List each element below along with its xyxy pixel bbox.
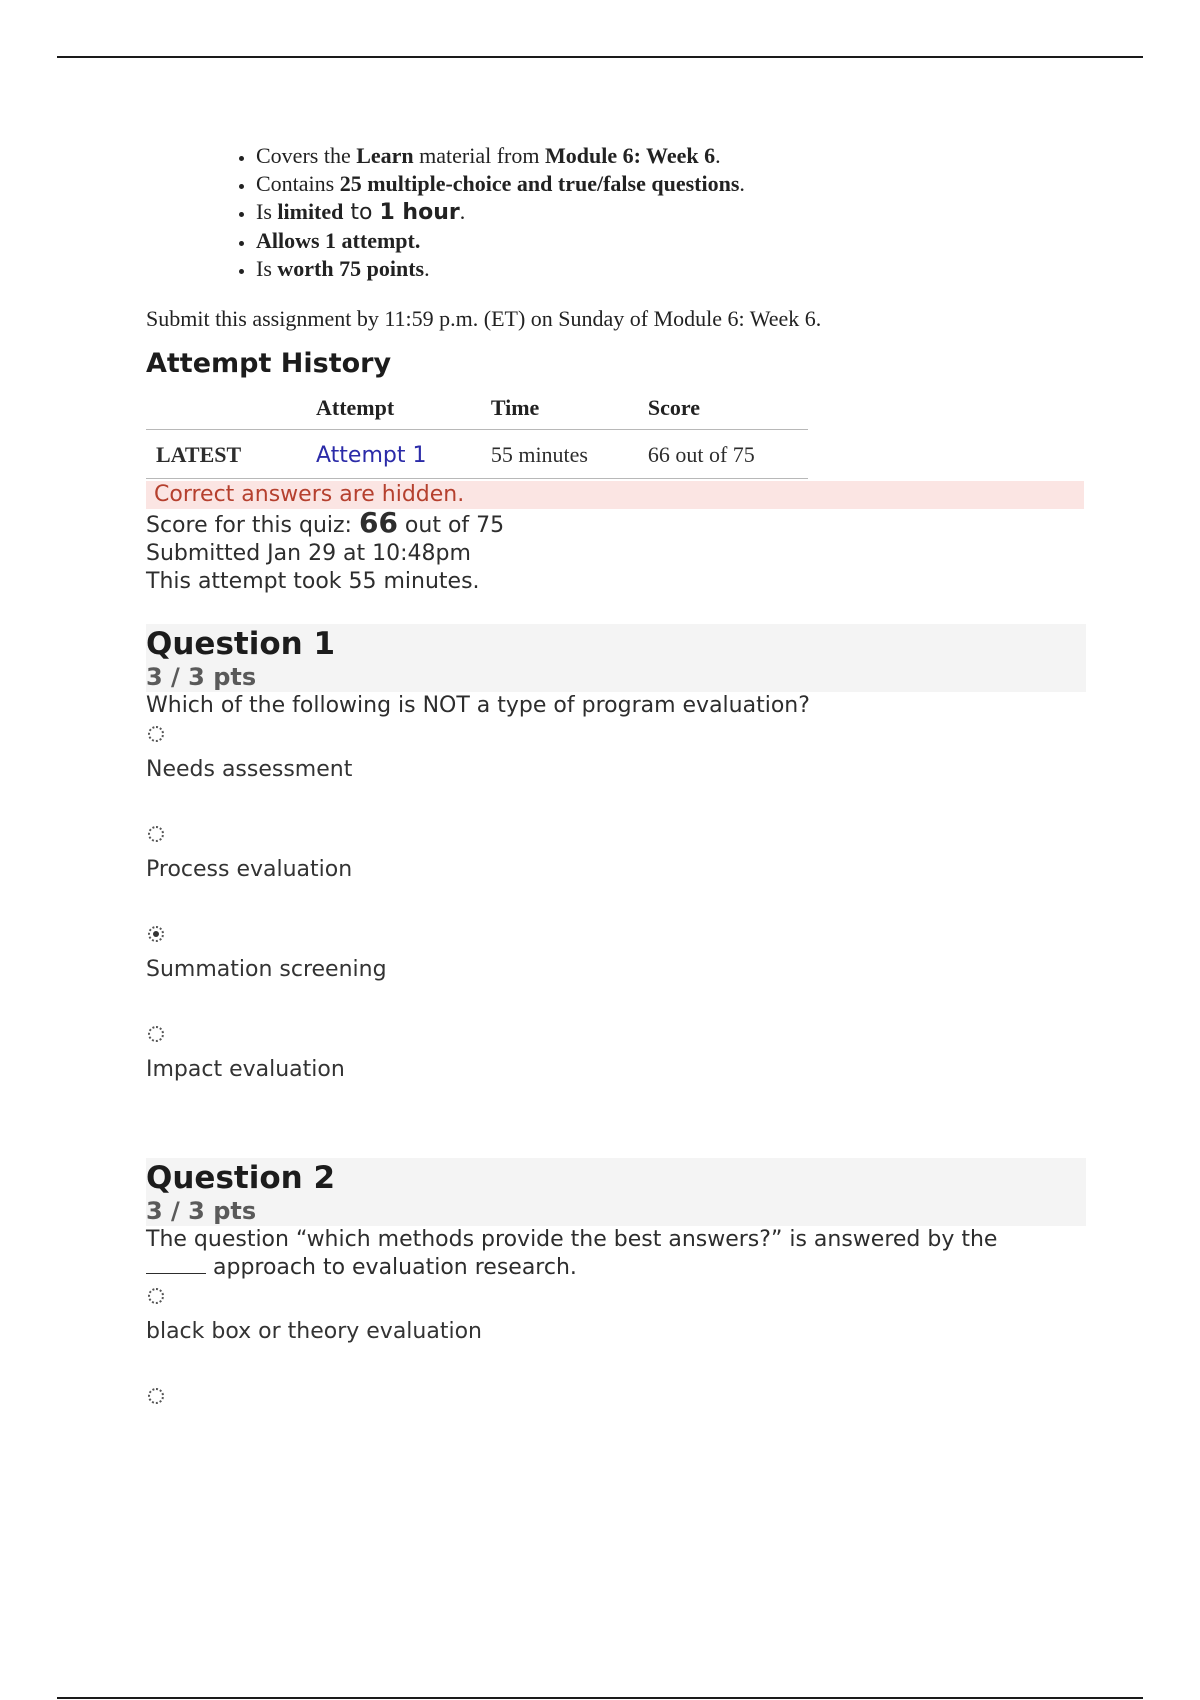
radio-button[interactable] (148, 1388, 164, 1404)
attempt-duration: This attempt took 55 minutes. (146, 569, 480, 594)
score-cell: 66 out of 75 (647, 442, 755, 467)
answers-hidden-notice: Correct answers are hidden. (146, 481, 1084, 509)
answer-label: black box or theory evaluation (146, 1319, 482, 1344)
question-title: Question 2 (146, 1160, 336, 1196)
question-2-header (146, 1158, 1086, 1226)
answer-label: Process evaluation (146, 857, 353, 882)
question-text: Which of the following is NOT a type of program evaluation? (146, 693, 810, 718)
answer-option[interactable] (146, 1288, 1086, 1382)
table-row (146, 430, 808, 479)
quiz-score-value: 66 (358, 506, 398, 539)
question-text: The question “which methods provide the best answers?” is answered by the approach to evaluation research. (146, 1227, 998, 1280)
deadline-text: Submit this assignment by 11:59 p.m. (ET) on Sunday of Module 6: Week 6. (146, 306, 822, 331)
question-points: 3 / 3 pts (146, 1197, 257, 1225)
question-1-header (146, 624, 1086, 692)
header-time: Time (490, 395, 540, 420)
answer-option[interactable] (146, 826, 1086, 920)
attempt-1-link[interactable]: Attempt 1 (316, 442, 427, 468)
radio-button[interactable] (148, 1288, 164, 1304)
bottom-rule (57, 1697, 1143, 1699)
answer-option[interactable] (146, 726, 1086, 820)
answer-label: Needs assessment (146, 757, 353, 782)
header-attempt: Attempt (316, 395, 395, 420)
answer-option[interactable] (146, 1388, 1086, 1482)
header-blank (146, 389, 306, 430)
answer-label: Impact evaluation (146, 1057, 345, 1082)
info-item: • Allows 1 attempt. (256, 227, 1086, 255)
attempt-history-table (146, 389, 808, 479)
answer-label: Summation screening (146, 957, 387, 982)
submitted-time: Submitted Jan 29 at 10:48pm (146, 541, 471, 566)
fill-in-blank (146, 1255, 206, 1274)
question-title: Question 1 (146, 626, 336, 662)
attempt-history-heading: Attempt History (146, 348, 392, 379)
latest-label: LATEST (156, 442, 242, 467)
quiz-page (146, 142, 1086, 1482)
info-item: • Covers the Learn material from Module 6: Week 6. (256, 142, 1086, 170)
question-points: 3 / 3 pts (146, 663, 257, 691)
answer-option[interactable] (146, 926, 1086, 1020)
radio-button[interactable] (148, 726, 164, 742)
info-item: • Is worth 75 points. (256, 255, 1086, 283)
radio-button[interactable] (148, 1026, 164, 1042)
info-item: • Is limited to 1 hour. (256, 198, 1086, 227)
radio-button-selected[interactable] (148, 926, 164, 942)
quiz-score-line: Score for this quiz: 66 out of 75 (146, 506, 505, 539)
table-header-row (146, 389, 808, 430)
attempt-cell (306, 430, 481, 479)
quiz-info-list (146, 142, 1086, 283)
header-score: Score (647, 395, 700, 420)
answer-option[interactable] (146, 1026, 1086, 1120)
top-rule (57, 56, 1143, 58)
time-cell: 55 minutes (490, 442, 588, 467)
info-item: • Contains 25 multiple-choice and true/false questions. (256, 170, 1086, 198)
radio-button[interactable] (148, 826, 164, 842)
quiz-summary (146, 506, 1086, 596)
